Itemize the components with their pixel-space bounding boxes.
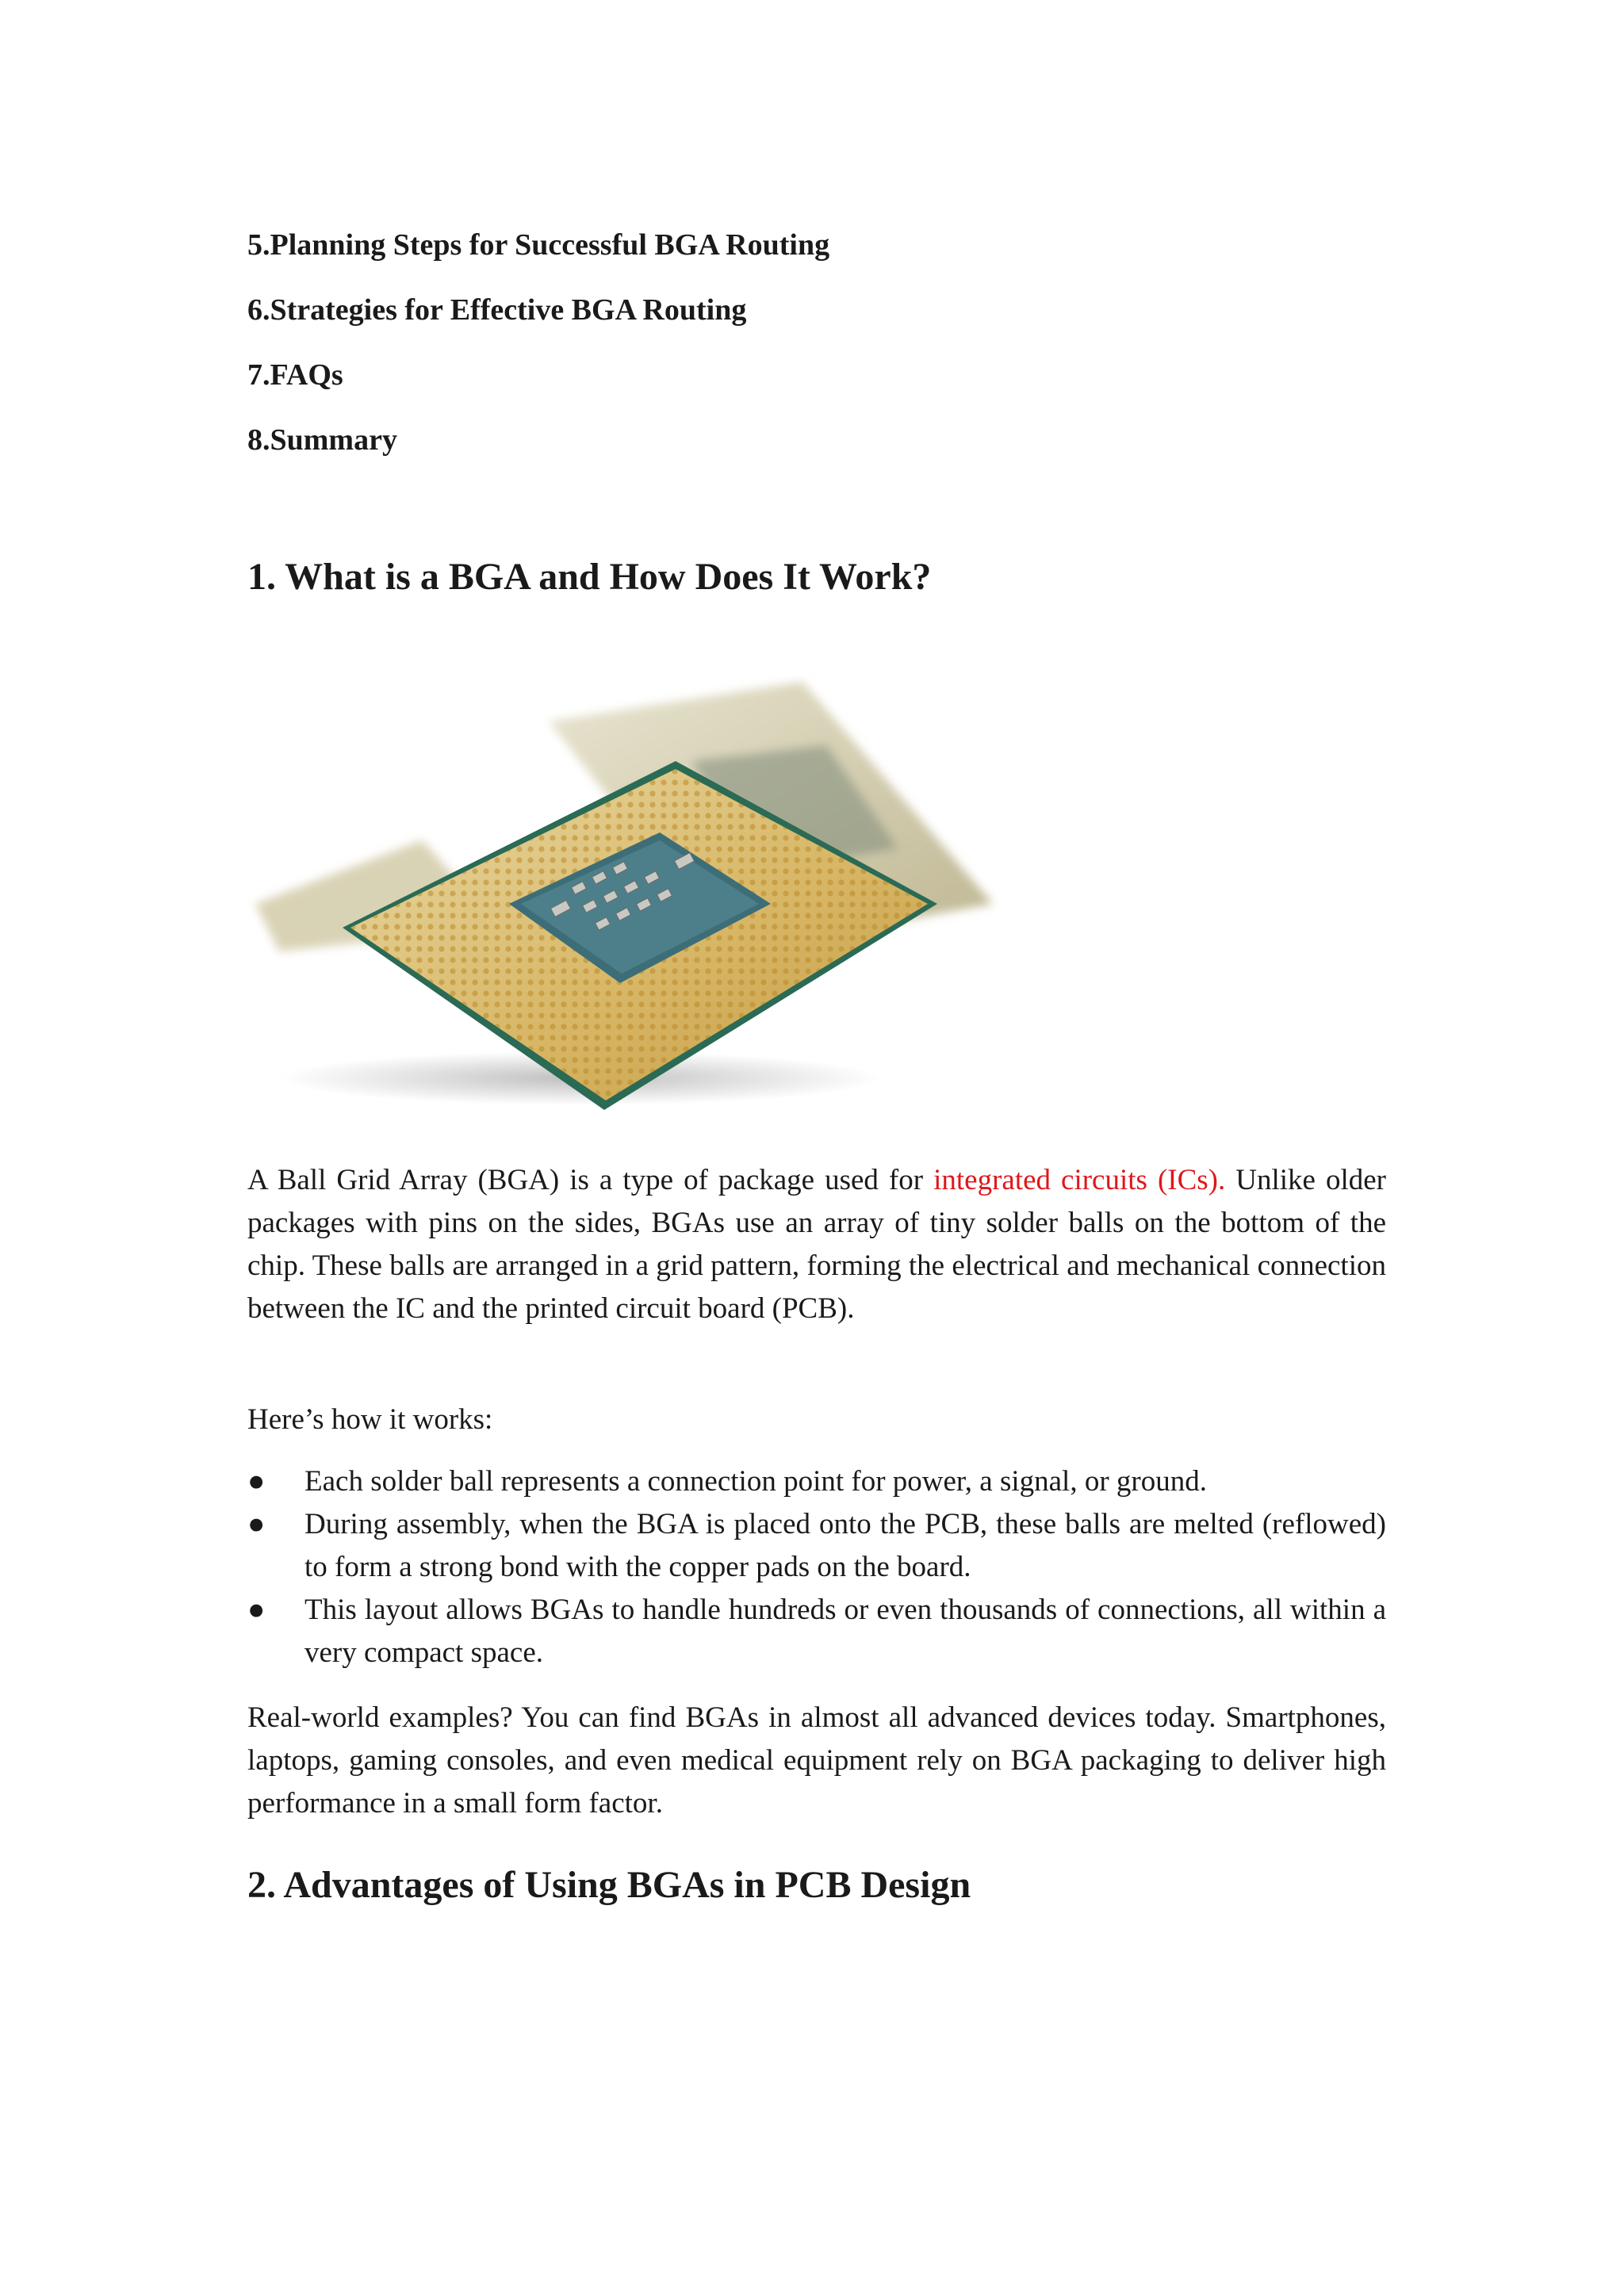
toc-item-planning[interactable]: 5.Planning Steps for Successful BGA Routing (247, 228, 830, 262)
section-heading-advantages: 2. Advantages of Using BGAs in PCB Design (247, 1864, 971, 1906)
integrated-circuits-link[interactable]: integrated circuits (ICs). (933, 1164, 1226, 1196)
list-item-text: This layout allows BGAs to handle hundreds or even thousands of connections, all within a very compact space. (304, 1594, 1386, 1669)
list-item (247, 1460, 1386, 1503)
intro-text-start: A Ball Grid Array (BGA) is a type of package used for (247, 1164, 934, 1196)
intro-text (247, 1159, 1386, 1330)
intro-paragraph (247, 1159, 1386, 1330)
table-of-contents (247, 212, 1389, 473)
toc-item-faqs[interactable]: 7.FAQs (247, 358, 343, 392)
how-it-works-paragraph (247, 1399, 1386, 1441)
bullet-list (247, 1460, 1386, 1674)
examples-paragraph (247, 1697, 1386, 1825)
list-item (247, 1589, 1386, 1674)
bullet-icon: ● (247, 1508, 266, 1540)
section-heading-what-is-bga: 1. What is a BGA and How Does It Work? (247, 556, 932, 598)
list-item-text: During assembly, when the BGA is placed onto the PCB, these balls are melted (reflowed) to form a strong bond with the copper pads on the board. (304, 1508, 1386, 1583)
bullet-icon: ● (247, 1465, 266, 1498)
toc-item-strategies[interactable]: 6.Strategies for Effective BGA Routing (247, 293, 747, 327)
bullet-icon: ● (247, 1594, 266, 1626)
list-item-text: Each solder ball represents a connection point for power, a signal, or ground. (304, 1465, 1207, 1498)
intro-text-end: Unlike older packages with pins on the sides, BGAs use an array of tiny solder balls on the bottom of the chip. These balls are arranged in a grid pattern, forming the electrical and mechanical connection between the IC and the printed circuit board (PCB). (247, 1164, 1386, 1325)
cpu-chip-image (247, 666, 1025, 1126)
examples-text: Real-world examples? You can find BGAs in almost all advanced devices today. Smartphones, laptops, gaming consoles, and even medical equipment rely on BGA packaging to deliver high performance in a small form factor. (247, 1701, 1386, 1820)
toc-item-summary[interactable]: 8.Summary (247, 423, 397, 457)
list-item (247, 1503, 1386, 1589)
how-it-works-text: Here’s how it works: (247, 1403, 493, 1436)
cpu-chip-icon (247, 666, 1025, 1126)
